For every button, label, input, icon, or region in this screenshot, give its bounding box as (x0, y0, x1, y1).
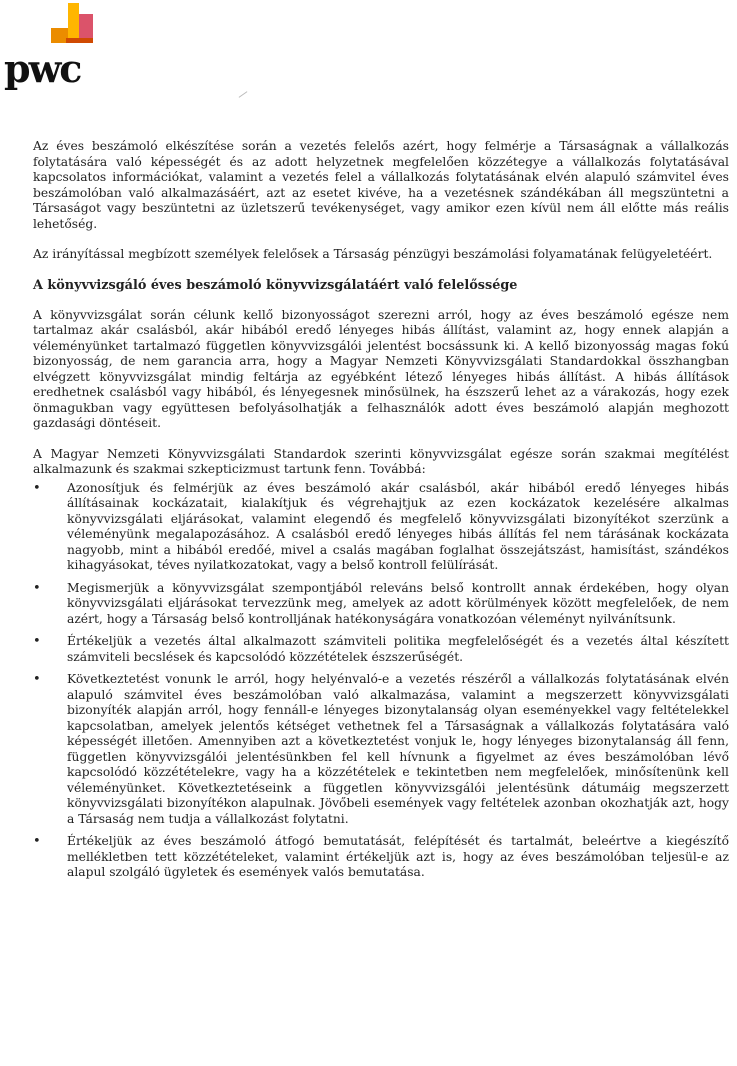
bullet-list (33, 481, 729, 881)
list-item: • Azonosítjuk és felmérjük az éves beszámoló akár csalásból, akár hibából eredő lényeges hibás állításainak kockázatait, kialakítjuk és végrehajtjuk az ezen kockázatok kezelésére alkalmas könyvvizsgálati eljárásokat, valamint elegendő és megfelelő könyvvizsgálati bizonyítékot szerzünk a véleményünk megalapozásához. A csalásból eredő lényeges hibás állítás fel nem tárásának kockázata nagyobb, mint a hibából eredőé, mivel a csalás magában foglalhat összejátszást, hamisítást, szándékos kihagyásokat, téves nyilatkozatokat, vagy a belső kontroll felülírását. (33, 481, 729, 574)
document-body (33, 139, 729, 888)
list-item: • Értékeljük az éves beszámoló átfogó bemutatását, felépítését és tartalmát, beleértve a kiegészítő mellékletben tett közzétételeket, valamint értékeljük azt is, hogy az éves beszámolóban teljesül-e az alapul szolgáló ügyletek és események valós bemutatása. (33, 834, 729, 881)
pwc-logo (0, 0, 140, 95)
paragraph-going-concern: Az éves beszámoló elkészítése során a vezetés felelős azért, hogy felmérje a Társaságnak a vállalkozás folytatására való képességét és az adott helyzetnek megfelelően közzétegye a vállalkozás folytatásával kapcsolatos információkat, valamint a vezetés felel a vállalkozás folytatásának elvén alapuló számvitel éves beszámolóban való alkalmazásáért, azt az esetet kivéve, ha a vezetésnek szándékában áll megszüntetni a Társaságot vagy beszüntetni az üzletszerű tevékenységet, vagy amikor ezen kívül nem áll előtte más reális lehetőség. (33, 139, 729, 231)
paragraph-audit-objective: A könyvvizsgálat során célunk kellő bizonyosságot szerezni arról, hogy az éves beszámoló egésze nem tartalmaz akár csalásból, akár hibából eredő lényeges hibás állítást, valamint az, hogy ennek alapján a véleményünket tartalmazó független könyvvizsgálói jelentést bocsássunk ki. A kellő bizonyosság magas fokú bizonyosság, de nem garancia arra, hogy a Magyar Nemzeti Könyvvizsgálati Standardokkal összhangban elvégzett könyvvizsgálat mindig feltárja az egyébként létező lényeges hibás állítást. A hibás állítások eredhetnek csalásból vagy hibából, és lényegesnek minősülnek, ha észszerű lehet az a várakozás, hogy ezek önmagukban vagy együttesen befolyásolhatják a felhasználók adott éves beszámoló alapján meghozott gazdasági döntéseit. (33, 307, 729, 430)
list-item: • Értékeljük a vezetés által alkalmazott számviteli politika megfelelőségét és a vezetés által készített számviteli becslések és kapcsolódó közzétételek észszerűségét. (33, 634, 729, 665)
paragraph-list-intro: A Magyar Nemzeti Könyvvizsgálati Standardok szerinti könyvvizsgálat egésze során szakmai megítélést alkalmazunk és szakmai szkepticizmust tartunk fenn. Továbbá: (33, 446, 729, 476)
scan-mark (239, 91, 248, 98)
logo-wordmark: pwc (4, 46, 81, 91)
list-item: • Megismerjük a könyvvizsgálat szempontjából releváns belső kontrollt annak érdekében, hogy olyan könyvvizsgálati eljárásokat tervezzünk meg, amelyek az adott körülmények között megfelelőek, de nem azért, hogy a Társaság belső kontrolljának hatékonyságára vonatkozóan véleményt nyilvánítsunk. (33, 581, 729, 628)
section-heading: A könyvvizsgáló éves beszámoló könyvvizsgálatáért való felelőssége (33, 277, 518, 293)
list-item: • Következtetést vonunk le arról, hogy helyénvaló-e a vezetés részéről a vállalkozás folytatásának elvén alapuló számvitel éves beszámolóban való alkalmazása, valamint a megszerzett könyvvizsgálati bizonyíték alapján arról, hogy fennáll-e lényeges bizonytalanság olyan eseményekkel vagy feltételekkel kapcsolatban, amelyek jelentős kétséget vethetnek fel a Társaságnak a vállalkozás folytatására való képességét illetően. Amennyiben azt a következtetést vonjuk le, hogy lényeges bizonytalanság áll fenn, független könyvvizsgálói jelentésünkben fel kell hívnunk a figyelmet az éves beszámolóban lévő kapcsolódó közzétételekre, vagy ha a közzétételek e tekintetben nem megfelelőek, minősítenünk kell véleményünket. Következtetéseink a független könyvvizsgálói jelentésünk dátumáig megszerzett könyvvizsgálati bizonyítékon alapulnak. Jövőbeli események vagy feltételek azonban okozhatják azt, hogy a Társaság nem tudja a vállalkozást folytatni. (33, 672, 729, 827)
paragraph-governance: Az irányítással megbízott személyek felelősek a Társaság pénzügyi beszámolási folyamatának felügyeletéért. (33, 247, 713, 261)
logo-block-red (66, 38, 93, 43)
logo-block-yellow (68, 3, 79, 43)
